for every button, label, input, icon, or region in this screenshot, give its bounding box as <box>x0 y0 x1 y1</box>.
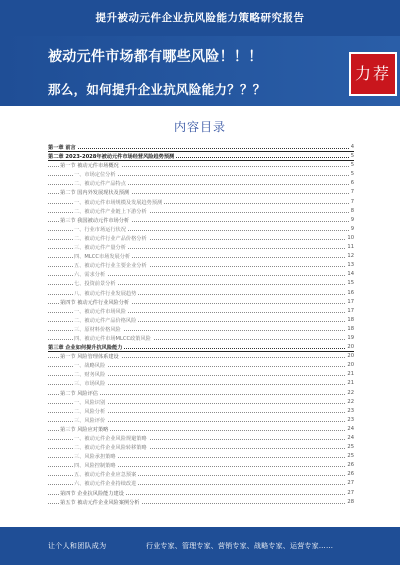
toc-entry[interactable] <box>48 316 354 325</box>
toc-entry[interactable] <box>48 270 354 279</box>
toc-entry-text: 五、被动元件行业主要企业分析 <box>74 263 147 270</box>
toc-entry-page: 22 <box>347 398 354 405</box>
toc-entry-text: 二、被动元件产品特点 <box>74 181 126 188</box>
toc-entry[interactable] <box>48 161 354 170</box>
toc-entry-page: 6 <box>350 180 354 187</box>
toc-entry[interactable] <box>48 370 354 379</box>
toc-entry-text: 四、被动元件市场MLCC政策风险 <box>74 335 151 342</box>
toc-entry-page: 18 <box>347 325 354 332</box>
toc-entry[interactable] <box>48 434 354 443</box>
toc-entry-page: 26 <box>347 462 354 469</box>
toc-entry-page: 8 <box>350 207 354 214</box>
toc-entry[interactable] <box>48 152 354 161</box>
footer-roles: 行业专家、管理专家、营销专家、战略专家、运营专家…… <box>146 542 334 550</box>
toc-entry-text: 二、被动元件企业风险转移策略 <box>74 445 147 452</box>
toc-entry[interactable] <box>48 325 354 334</box>
toc-leader-dots <box>48 148 349 149</box>
bottom-banner <box>0 527 400 565</box>
toc-entry[interactable] <box>48 470 354 479</box>
toc-entry[interactable] <box>48 261 354 270</box>
toc-entry-page: 18 <box>347 316 354 323</box>
toc-entry-page: 9 <box>350 225 354 232</box>
toc-entry[interactable] <box>48 398 354 407</box>
toc-entry-text: 二、被动元件产品价格风险 <box>74 317 137 324</box>
toc-entry[interactable] <box>48 170 354 179</box>
table-of-contents <box>48 143 354 507</box>
toc-entry-text: 第二节 国内外发展现状及预测 <box>60 190 130 197</box>
toc-entry-text: 一、被动元件市场风险 <box>74 308 126 315</box>
toc-entry-page: 27 <box>347 480 354 487</box>
toc-entry-text: 六、需求分析 <box>74 272 106 279</box>
toc-entry[interactable] <box>48 198 354 207</box>
toc-entry-text: 三、风险评价 <box>74 417 106 424</box>
toc-entry-page: 26 <box>347 471 354 478</box>
toc-entry-page: 27 <box>347 489 354 496</box>
top-banner <box>0 0 400 36</box>
toc-entry-text: 一、被动元件市场规模及发展趋势预测 <box>74 199 163 206</box>
toc-entry-page: 7 <box>350 198 354 205</box>
toc-entry-page: 21 <box>347 371 354 378</box>
toc-entry-page: 22 <box>347 389 354 396</box>
toc-entry-text: 三、原材料价格风险 <box>74 326 121 333</box>
toc-entry-page: 23 <box>347 416 354 423</box>
toc-entry-text: 二、风险分析 <box>74 408 106 415</box>
toc-entry-text: 第一节 被动元件市场概况 <box>60 163 119 170</box>
toc-entry-page: 20 <box>347 353 354 360</box>
toc-entry-text: 第三章 企业如何提升抗风险能力 <box>48 345 123 352</box>
toc-entry[interactable] <box>48 225 354 234</box>
toc-entry-text: 一、风险识别 <box>74 399 106 406</box>
toc-entry-page: 5 <box>350 162 354 169</box>
recommend-stamp-text: 力荐 <box>354 64 391 83</box>
recommend-stamp <box>349 52 397 96</box>
toc-entry-text: 三、被动元件产量分析 <box>74 245 126 252</box>
toc-entry-text: 第三节 我国被动元件市场分析 <box>60 217 130 224</box>
toc-entry-text: 第五节 被动元件企业风险案例分析 <box>60 499 140 506</box>
toc-entry-page: 10 <box>347 234 354 241</box>
toc-entry-page: 4 <box>350 144 354 150</box>
toc-entry-text: 一、行业市场运行状况 <box>74 226 126 233</box>
toc-entry[interactable] <box>48 334 354 343</box>
toc-entry-text: 七、投资前景分析 <box>74 281 116 288</box>
toc-entry-text: 四、风险控制策略 <box>74 463 116 470</box>
toc-entry[interactable] <box>48 379 354 388</box>
toc-entry-text: 一、战略风险 <box>74 363 106 370</box>
toc-entry-text: 八、被动元件行业发展趋势 <box>74 290 137 297</box>
report-title: 提升被动元件企业抗风险能力策略研究报告 <box>95 12 305 24</box>
toc-entry[interactable] <box>48 489 354 498</box>
toc-entry[interactable] <box>48 252 354 261</box>
toc-entry-page: 7 <box>350 189 354 196</box>
toc-entry-text: 六、被动元件企业持续改进 <box>74 481 137 488</box>
toc-entry-text: 一、被动元件企业风险规避策略 <box>74 436 147 442</box>
toc-entry-page: 17 <box>347 307 354 314</box>
toc-entry-text: 第一节 风险管理体系建设 <box>60 354 119 361</box>
toc-entry-text: 第二章 2023-2028年被动元件市场经营风险趋势预测 <box>48 154 175 161</box>
toc-entry[interactable] <box>48 361 354 370</box>
toc-entry-text: 第三节 风险应对策略 <box>60 426 109 433</box>
toc-entry-text: 四、MLCC市场发展分析 <box>74 254 131 261</box>
toc-entry[interactable] <box>48 234 354 243</box>
toc-entry-page: 13 <box>347 262 354 269</box>
toc-entry-page: 24 <box>347 425 354 432</box>
toc-entry[interactable] <box>48 179 354 188</box>
toc-entry[interactable] <box>48 479 354 488</box>
toc-entry-page: 9 <box>350 216 354 223</box>
toc-entry[interactable] <box>48 389 354 398</box>
toc-entry-page: 25 <box>347 444 354 451</box>
toc-entry[interactable] <box>48 243 354 252</box>
toc-entry[interactable] <box>48 216 354 225</box>
toc-entry-page: 20 <box>347 362 354 369</box>
toc-entry-page: 16 <box>347 289 354 296</box>
toc-entry[interactable] <box>48 289 354 298</box>
toc-entry-page: 28 <box>347 498 354 505</box>
toc-entry[interactable] <box>48 298 354 307</box>
toc-entry-text: 第一章 前言 <box>48 145 76 151</box>
toc-entry-page: 17 <box>347 298 354 305</box>
toc-entry-page: 11 <box>347 244 354 251</box>
hero-question-risks: 被动元件市场都有哪些风险！！！ <box>48 49 263 65</box>
toc-entry-page: 25 <box>347 453 354 460</box>
toc-entry-page: 21 <box>347 380 354 387</box>
toc-entry[interactable] <box>48 416 354 425</box>
toc-entry-page: 23 <box>347 407 354 414</box>
hero-question-improve: 那么，如何提升企业抗风险能力？？？ <box>48 82 266 97</box>
toc-entry-text: 第二节 风险评估 <box>60 390 98 397</box>
toc-entry-text: 二、被动元件行业产品价格分析 <box>74 235 147 242</box>
toc-entry-text: 五、被动元件企业应急预案 <box>74 472 137 479</box>
toc-entry[interactable] <box>48 343 354 352</box>
toc-entry[interactable] <box>48 443 354 452</box>
toc-entry-page: 19 <box>347 334 354 341</box>
toc-entry[interactable] <box>48 498 354 507</box>
toc-entry-text: 二、财务风险 <box>74 372 106 379</box>
toc-entry-page: 5 <box>350 171 354 178</box>
toc-entry[interactable] <box>48 407 354 416</box>
toc-entry[interactable] <box>48 425 354 434</box>
toc-entry-text: 三、风险承担策略 <box>74 454 116 461</box>
toc-entry-page: 5 <box>350 153 354 160</box>
footer-slogan: 让个人和团队成为 <box>48 542 107 550</box>
toc-entry[interactable] <box>48 352 354 361</box>
toc-entry-text: 第四节 被动元件行业风险分析 <box>60 299 130 306</box>
toc-entry[interactable] <box>48 461 354 470</box>
toc-entry[interactable] <box>48 452 354 461</box>
toc-entry-text: 二、被动元件产业链上下游分析 <box>74 208 147 215</box>
toc-entry-page: 14 <box>347 271 354 278</box>
toc-entry[interactable] <box>48 279 354 288</box>
toc-entry-text: 三、市场风险 <box>74 381 106 388</box>
toc-entry-text: 一、市场定位分析 <box>74 172 116 179</box>
toc-entry[interactable] <box>48 307 354 316</box>
toc-entry-page: 24 <box>347 435 354 441</box>
toc-entry[interactable] <box>48 143 354 152</box>
hero-banner <box>0 36 400 106</box>
toc-entry[interactable] <box>48 207 354 216</box>
toc-entry-page: 15 <box>347 280 354 287</box>
toc-entry-text: 第四节 企业抗风险能力建设 <box>60 490 124 497</box>
toc-entry-page: 20 <box>347 344 354 351</box>
toc-entry[interactable] <box>48 188 354 197</box>
toc-title: 内容目录 <box>173 120 226 134</box>
toc-entry-page: 12 <box>347 253 354 260</box>
